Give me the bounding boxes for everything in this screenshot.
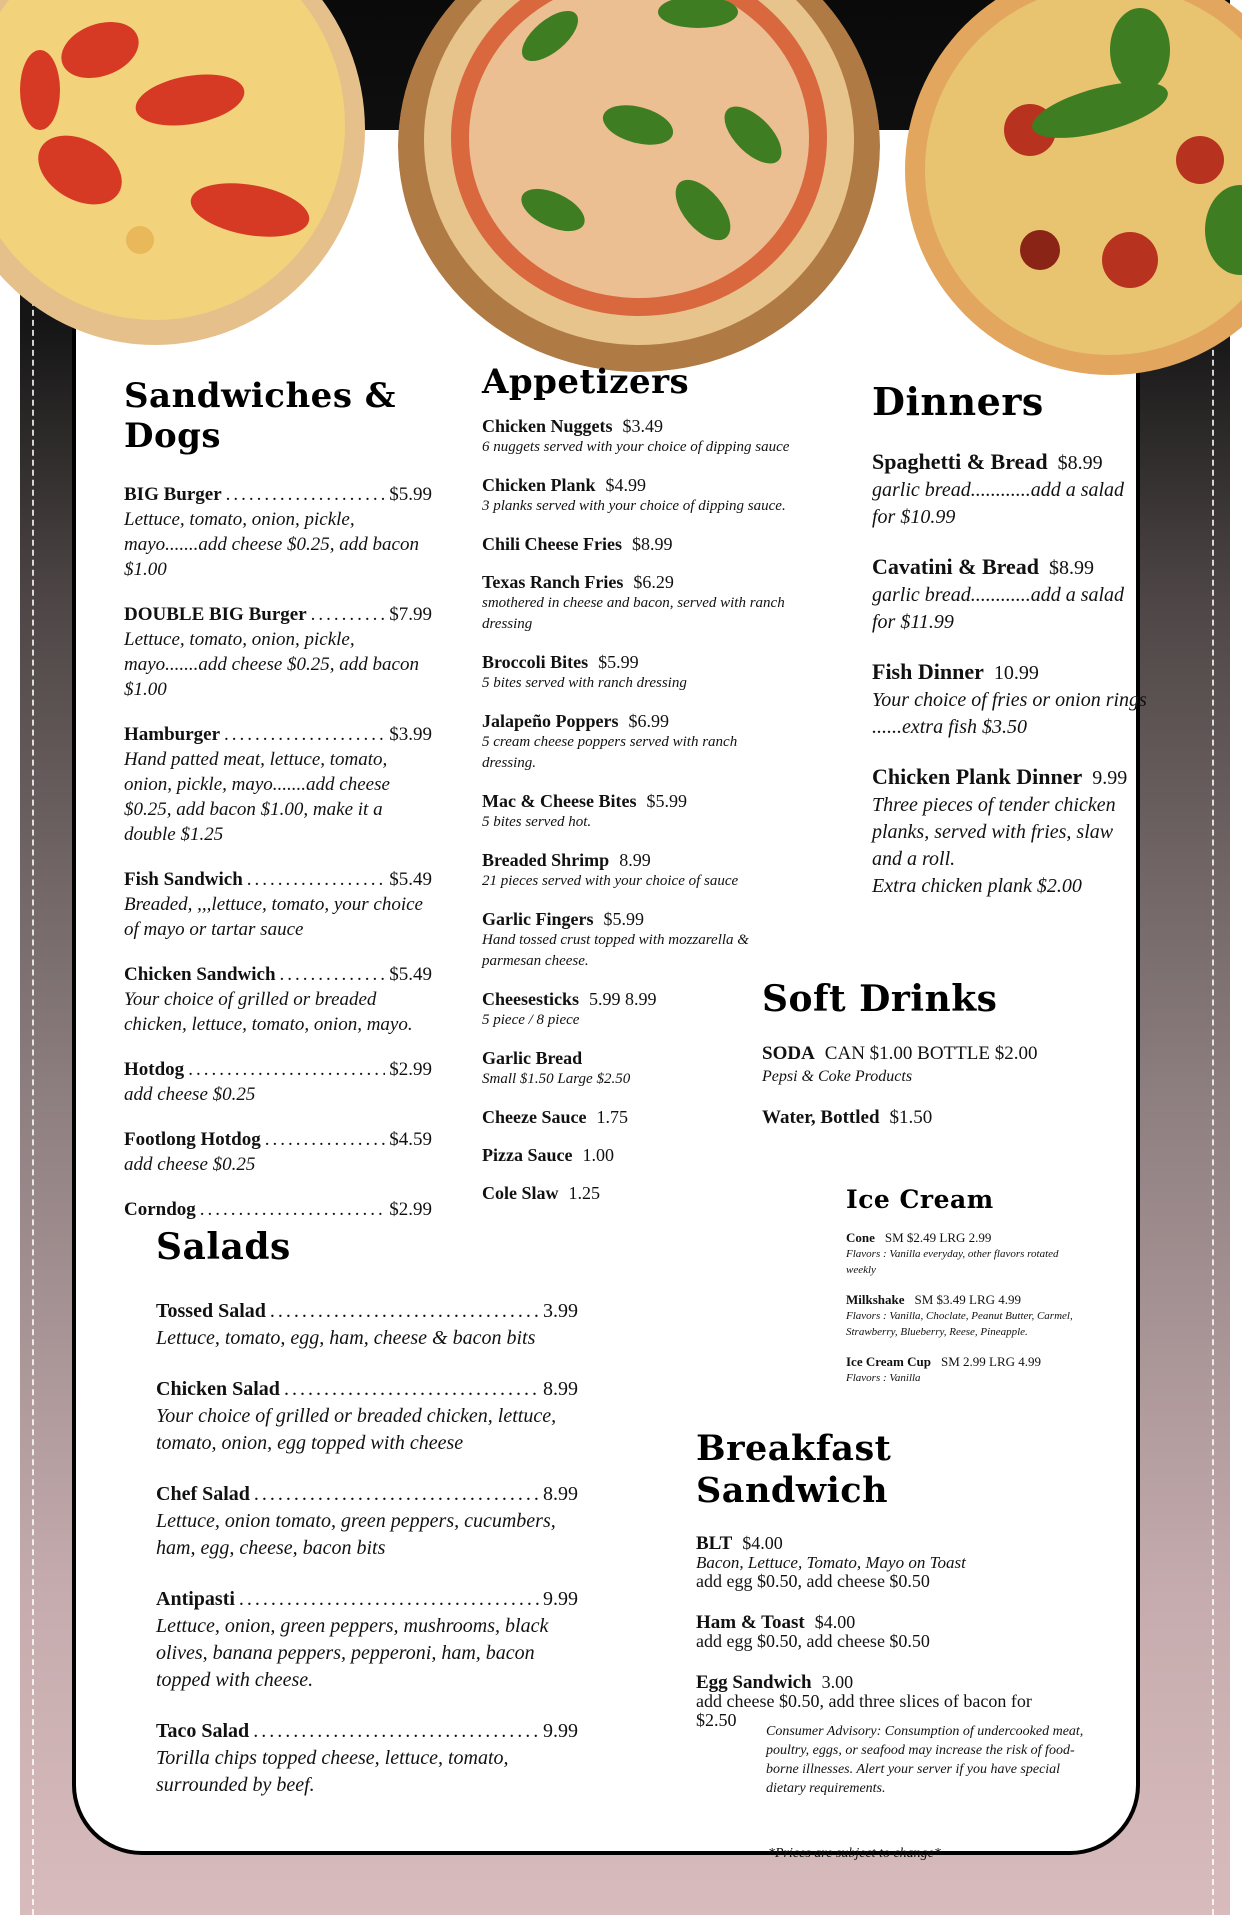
sandwiches-item-name: Hamburger [124, 724, 221, 745]
sandwiches-item-price: $4.59 [389, 1129, 432, 1150]
appetizers-item-row [482, 652, 792, 673]
dot-leader [311, 602, 386, 627]
sandwiches-item-price: $3.99 [389, 724, 432, 745]
dinners-title: Dinners [872, 379, 1044, 424]
icecream-item-name: Ice Cream Cup [846, 1354, 931, 1369]
drinks-item-description: Pepsi & Coke Products [762, 1068, 913, 1085]
appetizers-item-name: Pizza Sauce [482, 1145, 573, 1165]
sandwiches-item-price: $5.49 [389, 869, 432, 890]
sandwiches-item-price: $2.99 [389, 1199, 432, 1220]
appetizers-item-name: Garlic Fingers [482, 909, 594, 929]
dinners-item-description: Three pieces of tender chicken planks, served with fries, slaw and a roll. [872, 794, 1116, 870]
salads-item-row [156, 1376, 578, 1403]
appetizers-item-name: Texas Ranch Fries [482, 572, 624, 592]
dot-leader [239, 1586, 539, 1613]
drinks-item-row [762, 1042, 1102, 1065]
sandwiches-item-row [124, 867, 432, 892]
salads-item [156, 1718, 578, 1799]
dot-leader [270, 1298, 539, 1325]
appetizers-item-name: Broccoli Bites [482, 652, 589, 672]
dinners-item [872, 763, 1147, 900]
sandwiches-item-name: Footlong Hotdog [124, 1129, 261, 1150]
icecream-item-row [846, 1230, 1086, 1246]
dot-leader [265, 1127, 386, 1152]
sandwiches-item [124, 602, 432, 702]
appetizers-item-price: $5.99 [598, 652, 639, 672]
appetizers-item [482, 711, 792, 774]
dinners-item-price: $8.99 [1057, 452, 1103, 474]
sandwiches-item-description: add cheese $0.25 [124, 1084, 256, 1105]
dot-leader [226, 482, 386, 507]
salads-item-description: Lettuce, onion, green peppers, mushrooms, black olives, banana peppers, pepperoni, ham, bacon topped with cheese. [156, 1615, 549, 1691]
breakfast-item-row [696, 1534, 1076, 1553]
appetizers-item [482, 1183, 792, 1204]
appetizers-item-description: 5 piece / 8 piece [482, 1012, 580, 1028]
appetizers-item-price: $6.29 [633, 572, 674, 592]
icecream-item [846, 1230, 1086, 1278]
sandwiches-item-price: $5.99 [389, 484, 432, 505]
appetizers-item-price: 1.25 [568, 1183, 600, 1203]
sandwiches-item [124, 1127, 432, 1177]
salads-item-row [156, 1481, 578, 1508]
appetizers-section [482, 362, 792, 1221]
salads-item [156, 1481, 578, 1562]
sandwiches-item-name: Fish Sandwich [124, 869, 243, 890]
sandwiches-item-name: DOUBLE BIG Burger [124, 604, 307, 625]
breakfast-section [696, 1428, 1076, 1752]
sandwiches-item-price: $2.99 [389, 1059, 432, 1080]
salads-item-price: 8.99 [543, 1483, 578, 1505]
dinners-item [872, 658, 1147, 741]
appetizers-item-name: Cheesesticks [482, 989, 579, 1009]
icecream-item-price: SM 2.99 LRG 4.99 [940, 1354, 1042, 1369]
drinks-section [762, 978, 1102, 1147]
dot-leader [280, 962, 386, 987]
sandwiches-item-description: Hand patted meat, lettuce, tomato, onion, pickle, mayo.......add cheese $0.25, add bacon $1.00, make it a double $1.25 [124, 749, 390, 845]
appetizers-item-price: 1.75 [596, 1107, 628, 1127]
drinks-item-name: SODA [762, 1043, 815, 1064]
appetizers-item-description: Hand tossed crust topped with mozzarella & parmesan cheese. [482, 932, 749, 969]
salads-item-row [156, 1586, 578, 1613]
icecream-item-name: Milkshake [846, 1292, 905, 1307]
breakfast-item-price: $4.00 [742, 1533, 783, 1553]
appetizers-item-name: Mac & Cheese Bites [482, 791, 637, 811]
appetizers-item [482, 909, 792, 972]
appetizers-item-price: $6.99 [628, 711, 670, 731]
drinks-item-price: $1.50 [889, 1107, 933, 1128]
appetizers-item-row [482, 711, 792, 732]
appetizers-item-row [482, 909, 792, 930]
sandwiches-item-row [124, 962, 432, 987]
drinks-item-row [762, 1106, 1102, 1129]
salads-item-description: Your choice of grilled or breaded chicken, lettuce, tomato, onion, egg topped with cheese [156, 1405, 557, 1454]
icecream-title: Ice Cream [846, 1185, 994, 1214]
breakfast-item-addons: add cheese $0.50, add three slices of bacon for $2.50 [696, 1691, 1032, 1730]
sandwiches-item-name: BIG Burger [124, 484, 222, 505]
appetizers-item-description: smothered in cheese and bacon, served with ranch dressing [482, 595, 785, 632]
appetizers-item-price: 1.00 [582, 1145, 614, 1165]
appetizers-item [482, 572, 792, 635]
icecream-item [846, 1354, 1086, 1386]
icecream-item-price: SM $3.49 LRG 4.99 [914, 1292, 1022, 1307]
sandwiches-item-description: Lettuce, tomato, onion, pickle, mayo.......add cheese $0.25, add bacon $1.00 [124, 509, 419, 580]
appetizers-item-row [482, 475, 792, 496]
appetizers-item-name: Chili Cheese Fries [482, 534, 622, 554]
dinners-item-description: garlic bread............add a salad for $10.99 [872, 479, 1125, 528]
sandwiches-item-row [124, 722, 432, 747]
dot-leader [284, 1376, 539, 1403]
sandwiches-item-description: Lettuce, tomato, onion, pickle, mayo.......add cheese $0.25, add bacon $1.00 [124, 629, 419, 700]
dinners-item-row [872, 448, 1147, 477]
sandwiches-item [124, 1057, 432, 1107]
appetizers-item-description: Small $1.50 Large $2.50 [482, 1071, 631, 1087]
appetizers-item-price: $5.99 [646, 791, 687, 811]
breakfast-item-description: Bacon, Lettuce, Tomato, Mayo on Toast [696, 1553, 966, 1572]
appetizers-item-description: 5 bites served with ranch dressing [482, 675, 687, 691]
dinners-item [872, 448, 1147, 531]
sandwiches-item-description: Breaded, ,,,lettuce, tomato, your choice of mayo or tartar sauce [124, 894, 423, 940]
appetizers-item-row [482, 989, 792, 1010]
icecream-item-description: Flavors : Vanilla [846, 1372, 921, 1384]
salads-item-name: Antipasti [156, 1588, 235, 1610]
salads-item-price: 8.99 [543, 1378, 578, 1400]
sandwiches-item-row [124, 1197, 432, 1222]
icecream-item-row [846, 1354, 1086, 1370]
price-change-note: *Prices are subject to change* [768, 1846, 941, 1861]
appetizers-item [482, 416, 792, 458]
breakfast-item-row [696, 1613, 1076, 1632]
dinners-item-description: Your choice of fries or onion rings ......extra fish $3.50 [872, 689, 1147, 738]
icecream-item-description: Flavors : Vanilla, Choclate, Peanut Butter, Carmel, Strawberry, Blueberry, Reese, Pineapple. [846, 1310, 1073, 1338]
appetizers-item-description: 5 bites served hot. [482, 814, 592, 830]
salads-item-description: Lettuce, tomato, egg, ham, cheese & bacon bits [156, 1327, 536, 1349]
appetizers-item-row [482, 1145, 792, 1166]
salads-title: Salads [156, 1226, 291, 1268]
sandwiches-item-description: Your choice of grilled or breaded chicken, lettuce, tomato, onion, mayo. [124, 989, 413, 1035]
salads-item-name: Taco Salad [156, 1720, 250, 1742]
breakfast-item-name: BLT [696, 1533, 733, 1554]
drinks-title: Soft Drinks [762, 978, 998, 1020]
appetizers-item [482, 989, 792, 1031]
salads-item-description: Torilla chips topped cheese, lettuce, tomato, surrounded by beef. [156, 1747, 509, 1796]
appetizers-item-name: Cheeze Sauce [482, 1107, 587, 1127]
breakfast-item-row [696, 1673, 1076, 1692]
salads-item-row [156, 1298, 578, 1325]
appetizers-item-name: Breaded Shrimp [482, 850, 610, 870]
drinks-item-name: Water, Bottled [762, 1107, 880, 1128]
sandwiches-item-name: Chicken Sandwich [124, 964, 276, 985]
appetizers-item-row [482, 534, 792, 555]
dot-leader [254, 1481, 539, 1508]
appetizers-item-name: Jalapeño Poppers [482, 711, 619, 731]
dot-leader [247, 867, 385, 892]
sandwiches-item [124, 867, 432, 942]
sandwiches-item-row [124, 482, 432, 507]
icecream-item-name: Cone [846, 1230, 875, 1245]
dinners-item-price: 10.99 [993, 662, 1039, 684]
appetizers-item-description: 21 pieces served with your choice of sauce [482, 873, 739, 889]
appetizers-item [482, 1048, 792, 1090]
sandwiches-item [124, 722, 432, 847]
appetizers-item-name: Cole Slaw [482, 1183, 559, 1203]
appetizers-item-price: $5.99 [603, 909, 644, 929]
salads-item [156, 1298, 578, 1352]
salads-item-name: Tossed Salad [156, 1300, 266, 1322]
appetizers-item-price: $8.99 [631, 534, 673, 554]
appetizers-item-row [482, 1107, 792, 1128]
appetizers-item-row [482, 1183, 792, 1204]
dinners-item-name: Cavatini & Bread [872, 554, 1040, 579]
appetizers-item-description: 6 nuggets served with your choice of dipping sauce [482, 439, 790, 455]
dinners-item-price: 9.99 [1092, 767, 1128, 789]
appetizers-item-price: 5.99 8.99 [589, 989, 657, 1009]
icecream-item-row [846, 1292, 1086, 1308]
salads-item-description: Lettuce, onion tomato, green peppers, cucumbers, ham, egg, cheese, bacon bits [156, 1510, 556, 1559]
dot-leader [200, 1197, 385, 1222]
salads-item-price: 9.99 [543, 1720, 578, 1742]
sandwiches-item-price: $5.49 [389, 964, 432, 985]
appetizers-item [482, 475, 792, 517]
sandwiches-item-row [124, 1057, 432, 1082]
dinners-item-row [872, 553, 1147, 582]
appetizers-item-row [482, 416, 792, 437]
icecream-item-description: Flavors : Vanilla everyday, other flavors rotated weekly [846, 1248, 1059, 1276]
dot-leader [224, 722, 385, 747]
appetizers-item [482, 1107, 792, 1128]
appetizers-item-row [482, 572, 792, 593]
salads-item [156, 1376, 578, 1457]
salads-item-price: 3.99 [543, 1300, 578, 1322]
appetizers-item-name: Garlic Bread [482, 1048, 583, 1068]
breakfast-item-addons: add egg $0.50, add cheese $0.50 [696, 1571, 930, 1591]
sandwiches-item-name: Hotdog [124, 1059, 185, 1080]
appetizers-item-price: $4.99 [605, 475, 647, 495]
appetizers-item-row [482, 850, 792, 871]
appetizers-item [482, 791, 792, 833]
consumer-advisory: Consumer Advisory: Consumption of undercooked meat, poultry, eggs, or seafood may increase the risk of food-borne illnesses. Alert your server if you have special dietary requirements. [766, 1724, 1084, 1796]
sandwiches-item-row [124, 1127, 432, 1152]
salads-section [156, 1226, 578, 1823]
dinners-item-row [872, 658, 1147, 687]
breakfast-item-name: Egg Sandwich [696, 1672, 812, 1693]
appetizers-item [482, 850, 792, 892]
sandwiches-item [124, 482, 432, 582]
sandwiches-item-description: add cheese $0.25 [124, 1154, 256, 1175]
appetizers-item-price: $3.49 [622, 416, 664, 436]
dinners-item-description: garlic bread............add a salad for $11.99 [872, 584, 1125, 633]
breakfast-title: Breakfast Sandwich [696, 1428, 892, 1511]
sandwiches-item-price: $7.99 [389, 604, 432, 625]
dinners-item-price: $8.99 [1049, 557, 1095, 579]
appetizers-item-name: Chicken Plank [482, 475, 596, 495]
salads-item-row [156, 1718, 578, 1745]
icecream-item-price: SM $2.49 LRG 2.99 [884, 1230, 992, 1245]
breakfast-item-price: $4.00 [814, 1612, 856, 1632]
sandwiches-item [124, 1197, 432, 1222]
sandwiches-item [124, 962, 432, 1037]
dinners-section [872, 380, 1147, 922]
sandwiches-item-name: Corndog [124, 1199, 196, 1220]
breakfast-item-name: Ham & Toast [696, 1612, 805, 1633]
breakfast-item [696, 1534, 1076, 1591]
appetizers-item-description: 3 planks served with your choice of dipping sauce. [482, 498, 786, 514]
breakfast-item [696, 1613, 1076, 1651]
appetizers-title: Appetizers [482, 362, 690, 402]
dinners-item [872, 553, 1147, 636]
sandwiches-section [124, 376, 432, 1242]
appetizers-item-description: 5 cream cheese poppers served with ranch dressing. [482, 734, 738, 771]
sandwiches-title: Sandwiches & Dogs [124, 376, 396, 456]
drinks-item [762, 1042, 1102, 1088]
salads-item-price: 9.99 [543, 1588, 578, 1610]
appetizers-item [482, 652, 792, 694]
appetizers-item-name: Chicken Nuggets [482, 416, 613, 436]
dinners-item-name: Chicken Plank Dinner [872, 764, 1083, 789]
salads-item-name: Chicken Salad [156, 1378, 280, 1400]
appetizers-item-row [482, 1048, 792, 1069]
drinks-item [762, 1106, 1102, 1129]
icecream-section [846, 1184, 1086, 1400]
sandwiches-item-row [124, 602, 432, 627]
salads-item [156, 1586, 578, 1694]
dot-leader [188, 1057, 385, 1082]
breakfast-item-price: 3.00 [821, 1672, 854, 1692]
dinners-item-extra: Extra chicken plank $2.00 [872, 875, 1082, 897]
appetizers-item-row [482, 791, 792, 812]
dinners-item-name: Spaghetti & Bread [872, 449, 1048, 474]
appetizers-item-price: 8.99 [619, 850, 651, 870]
drinks-item-price: CAN $1.00 BOTTLE $2.00 [824, 1043, 1038, 1064]
appetizers-item [482, 534, 792, 555]
dinners-item-name: Fish Dinner [872, 659, 984, 684]
dinners-item-row [872, 763, 1147, 792]
breakfast-item-addons: add egg $0.50, add cheese $0.50 [696, 1631, 930, 1651]
dot-leader [253, 1718, 539, 1745]
icecream-item [846, 1292, 1086, 1340]
salads-item-name: Chef Salad [156, 1483, 250, 1505]
appetizers-item [482, 1145, 792, 1166]
